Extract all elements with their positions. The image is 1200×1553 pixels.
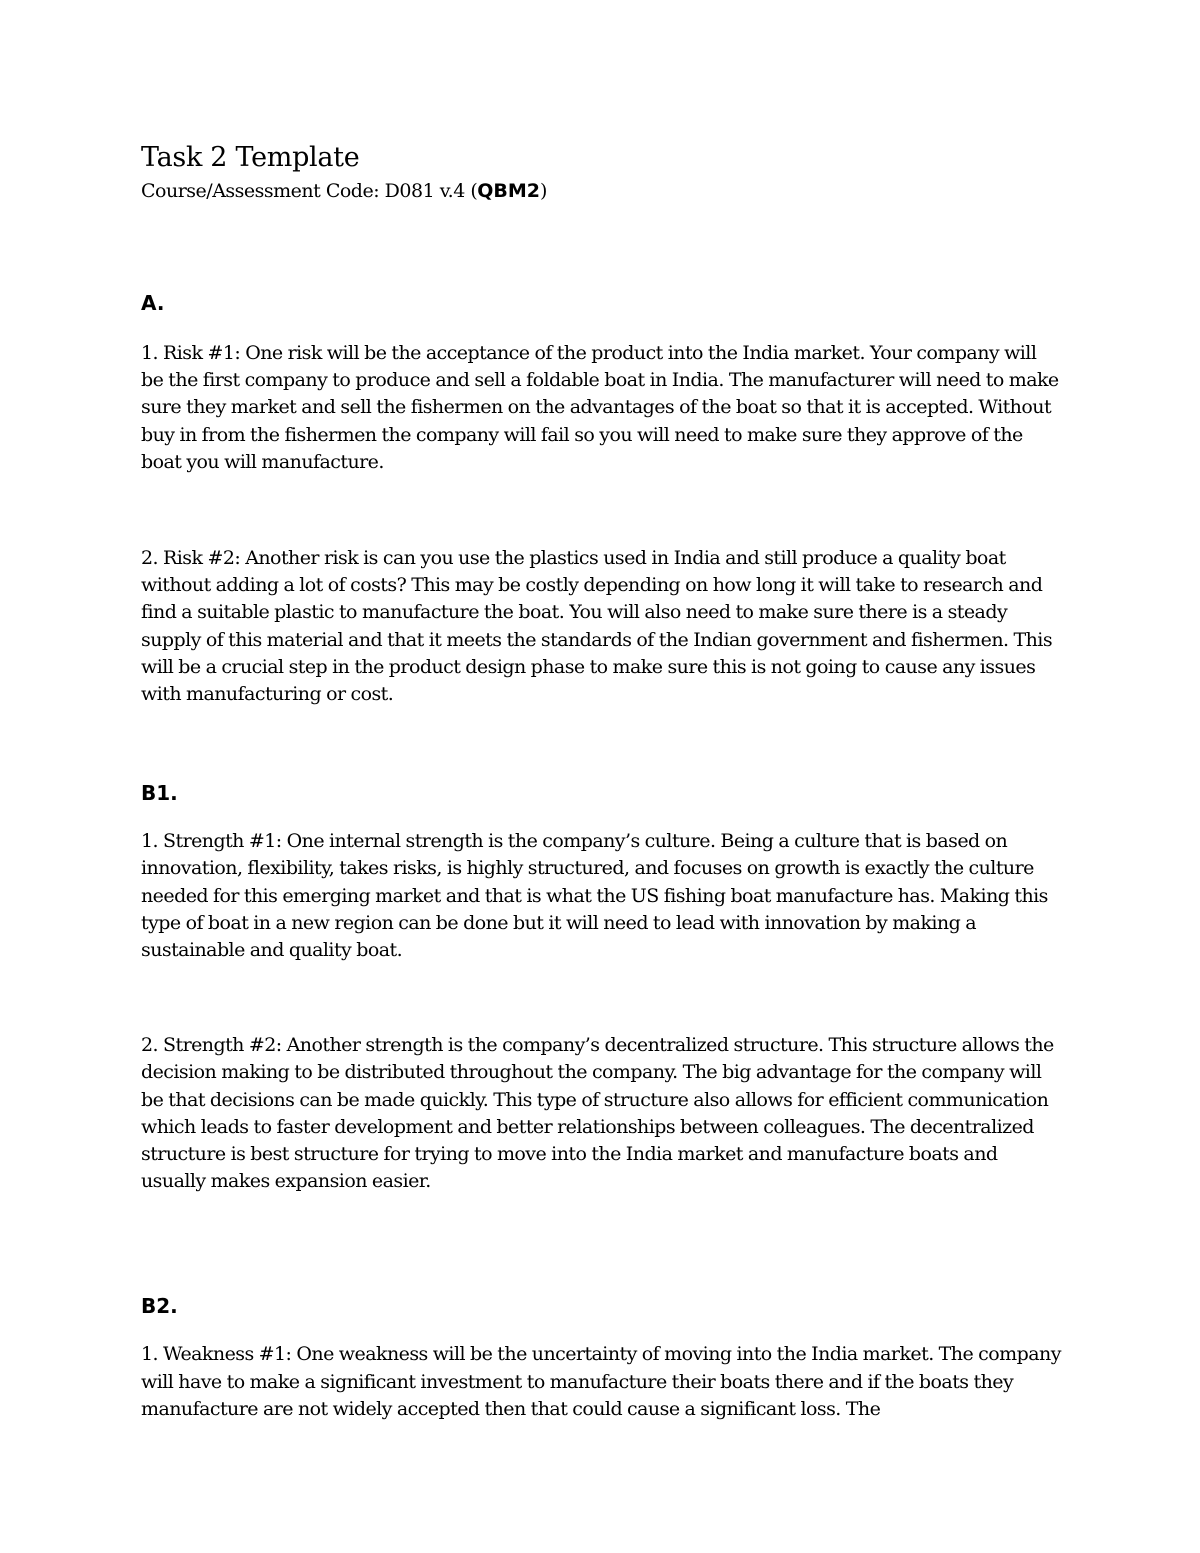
risk-1-paragraph: 1. Risk #1: One risk will be the acceptance of the product into the India market. Your company will be the first company to produce and sell a foldable boat in India. The manufacturer will need to make sure they market and sell the fishermen on the advantages of the boat so that it is accepted. Without buy in from the fishermen the company will fail so you will need to make sure they approve of the boat you will manufacture.: [141, 342, 1059, 473]
section-heading-b2: B2.: [141, 1294, 178, 1319]
course-code: QBM2: [477, 180, 541, 202]
section-heading-b1: B1.: [141, 781, 178, 806]
section-heading-a: A.: [141, 291, 165, 315]
strength-2-paragraph: 2. Strength #2: Another strength is the company’s decentralized structure. This structure allows the decision making to be distributed throughout the company. The big advantage for the company will be that decisions can be made quickly. This type of structure also allows for efficient communication which leads to faster development and better relationships between colleagues. The decentralized structure is best structure for trying to move into the India market and manufacture boats and usually makes expansion easier.: [141, 1034, 1054, 1193]
course-code-prefix: Course/Assessment Code: D081 v.4 (: [141, 180, 478, 202]
risk-2-paragraph: 2. Risk #2: Another risk is can you use the plastics used in India and still produce a quality boat without adding a lot of costs? This may be costly depending on how long it will take to research and find a suitable plastic to manufacture the boat. You will also need to make sure there is a steady supply of this material and that it meets the standards of the Indian government and fishermen. This will be a crucial step in the product design phase to make sure this is not going to cause any issues with manufacturing or cost.: [141, 547, 1053, 706]
course-code-suffix: ): [540, 180, 547, 202]
document-title: Task 2 Template: [141, 142, 360, 173]
weakness-1-paragraph: 1. Weakness #1: One weakness will be the uncertainty of moving into the India market. The company will have to make a significant investment to manufacture their boats there and if the boats they manufacture are not widely accepted then that could cause a significant loss. The: [141, 1343, 1061, 1420]
strength-1-paragraph: 1. Strength #1: One internal strength is the company’s culture. Being a culture that is based on innovation, flexibility, takes risks, is highly structured, and focuses on growth is exactly the culture needed for this emerging market and that is what the US fishing boat manufacture has. Making this type of boat in a new region can be done but it will need to lead with innovation by making a sustainable and quality boat.: [141, 830, 1048, 962]
document-page: [141, 140, 1061, 1423]
course-code-line: [141, 176, 1061, 206]
